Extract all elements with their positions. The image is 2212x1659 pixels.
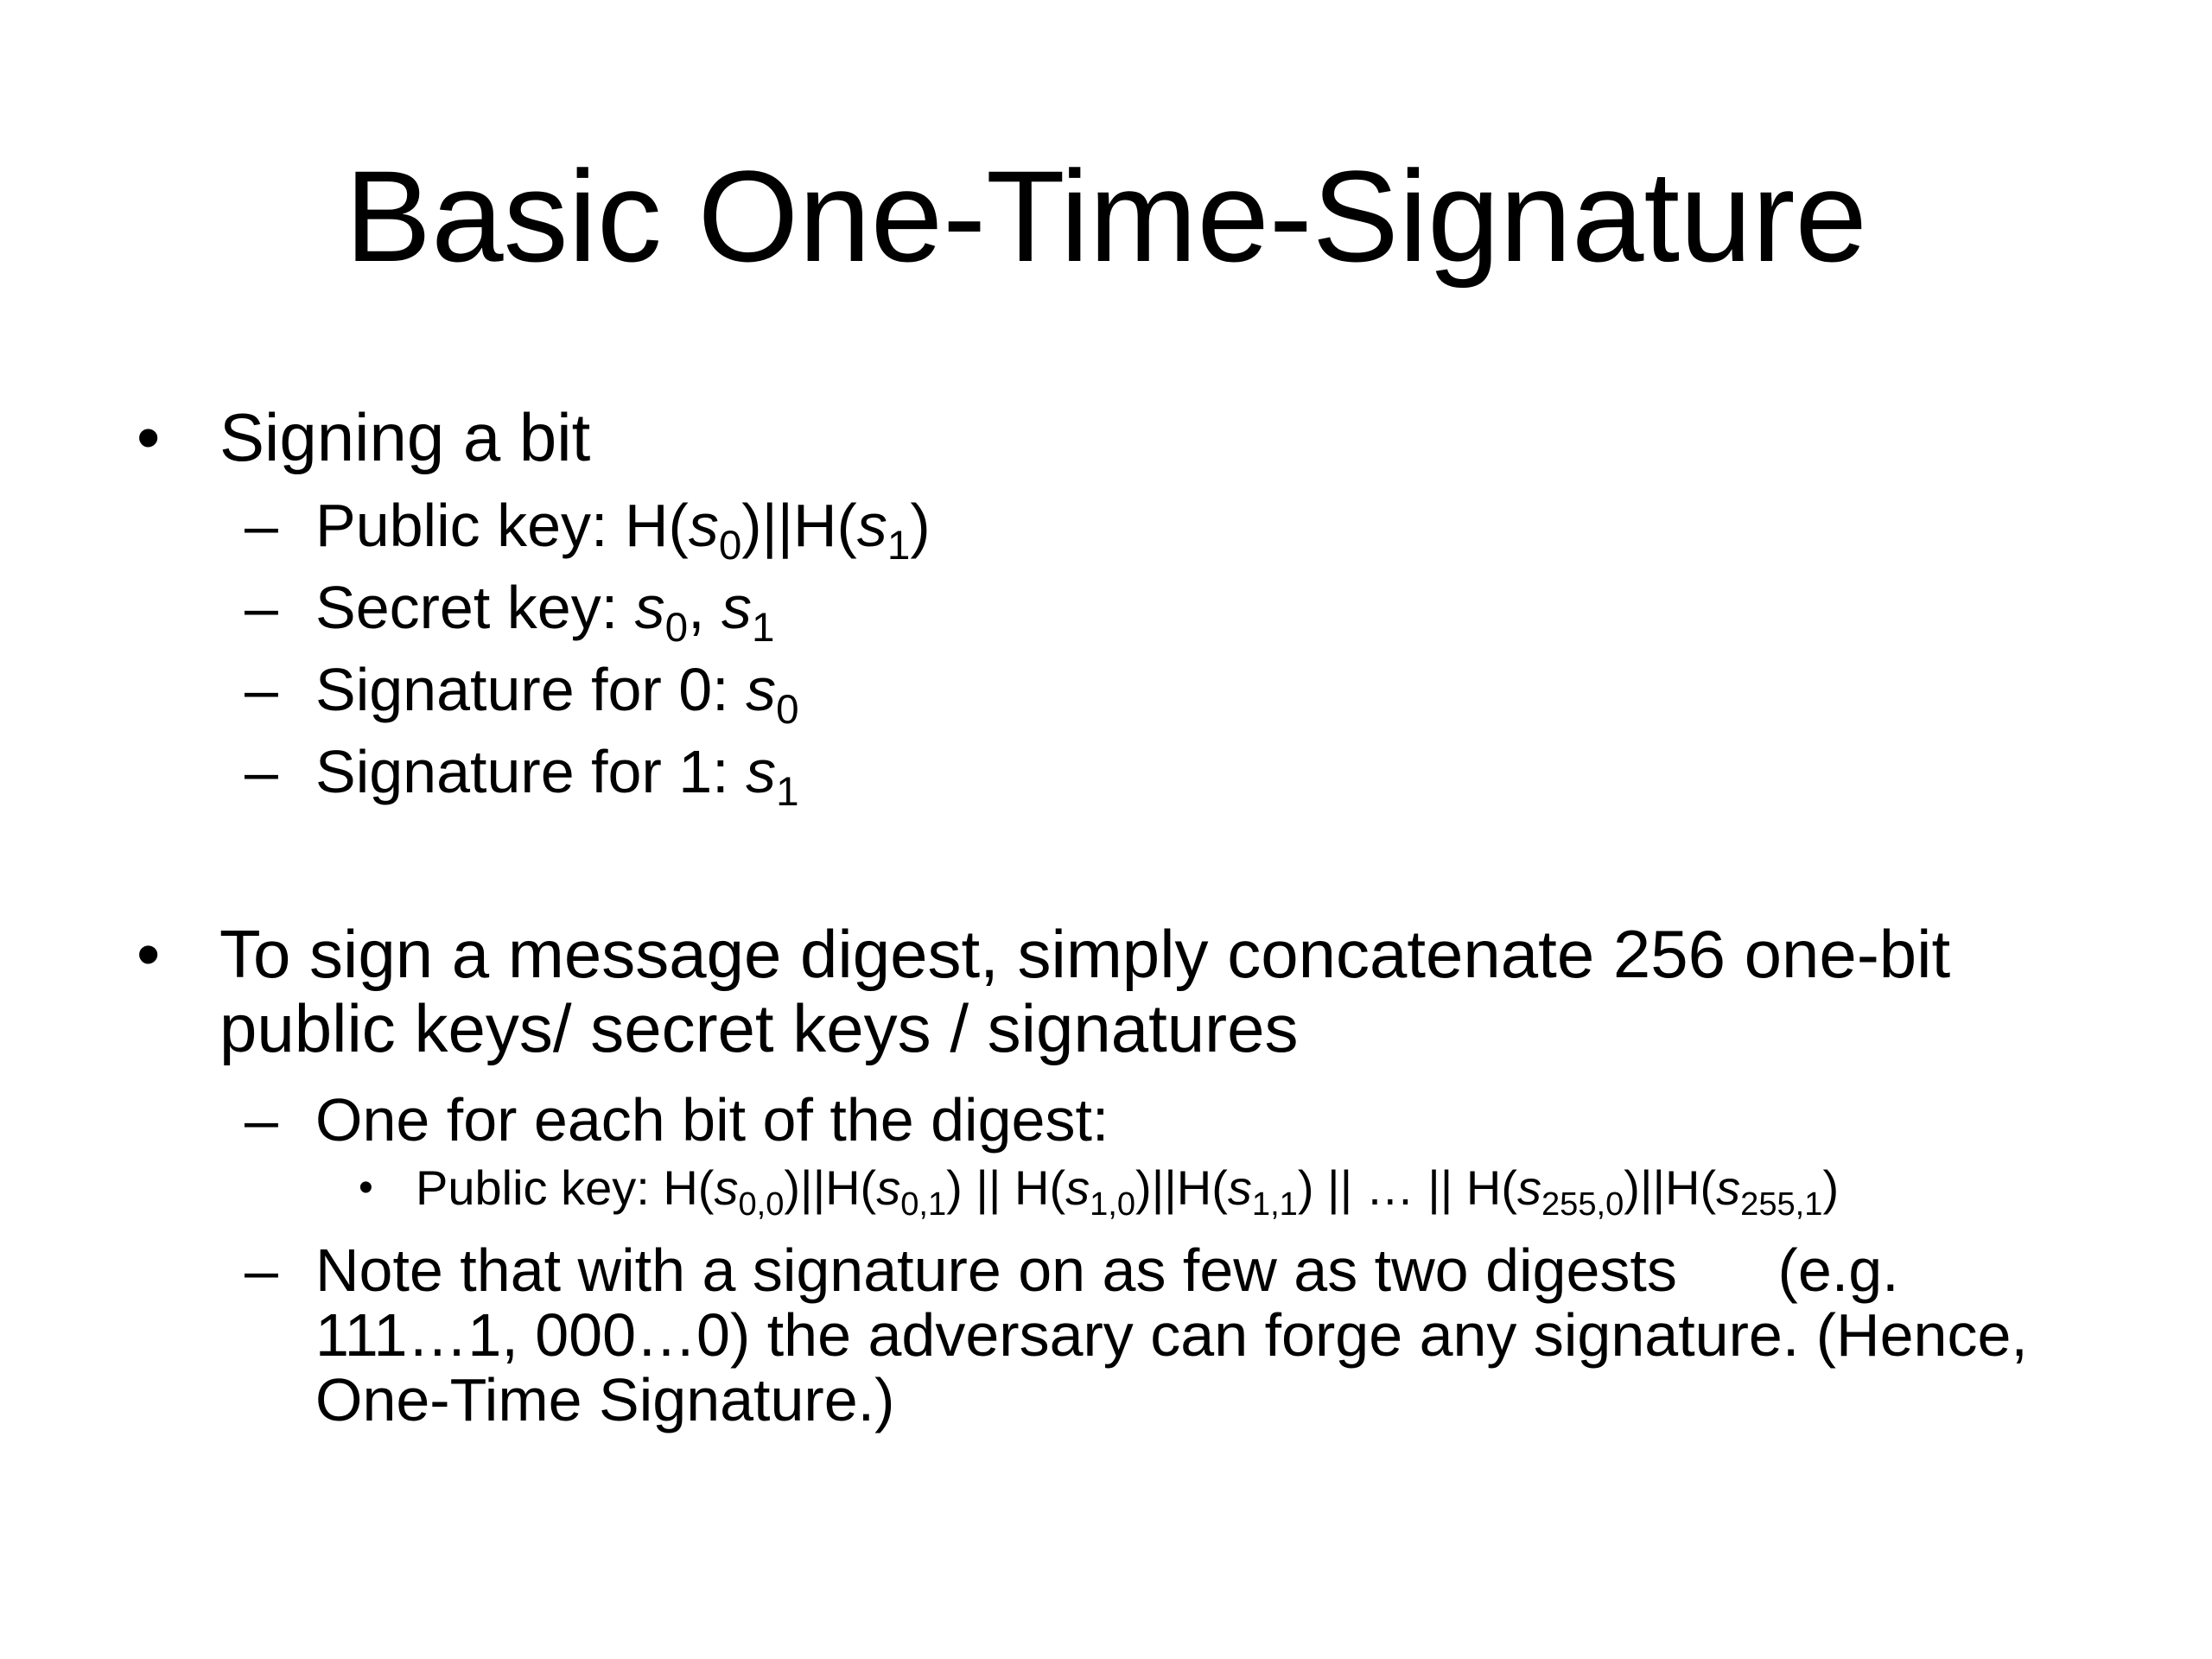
bullet-marker: •: [359, 1165, 373, 1211]
signature-1-formula: $s_1$: [746, 738, 799, 816]
bullet-marker: •: [137, 916, 161, 992]
note-line-3: One-Time Signature.): [315, 1366, 895, 1433]
dash-marker: –: [245, 574, 278, 641]
note-line-1: Note that with a signature on as few as two digests (e.g.: [315, 1236, 1899, 1304]
bullet-text-line-2: public keys/ secret keys / signatures: [219, 990, 1299, 1066]
sub-bullet-text: [315, 738, 799, 816]
note-line-2: 111…1, 000…0) the adversary can forge any signature. (Hence,: [315, 1301, 2028, 1369]
public-key-label: Public key:: [315, 492, 625, 559]
secret-key-label: Secret key:: [315, 574, 635, 641]
dash-marker: –: [245, 1086, 278, 1154]
dash-marker: –: [245, 1236, 278, 1304]
bullet-text-line-1: To sign a message digest, simply concatenate 256 one-bit: [219, 916, 1951, 992]
secret-key-formula: $s_0$, $s_1$: [634, 574, 775, 652]
dash-marker: –: [245, 656, 278, 723]
concat-public-key-label: Public key:: [416, 1160, 664, 1215]
sub-bullet-text: [315, 492, 931, 569]
signature-0-label: Signature for 0:: [315, 656, 747, 723]
concat-public-key-formula: $H(s_{0,0})||H(s_{0,1})$ || $H(s_{1,0})||H(s_{1,1})$ || … || $H(s_{255,0})||H(s_{255,1})$: [663, 1160, 1840, 1224]
public-key-formula: $H(s_0)||H(s_1)$: [624, 492, 931, 569]
sub-bullet-text: [315, 574, 775, 652]
signature-0-formula: $s_0$: [746, 656, 799, 734]
dash-marker: –: [245, 492, 278, 559]
signature-1-label: Signature for 1:: [315, 738, 747, 805]
dash-marker: –: [245, 738, 278, 805]
sub-bullet-text: One for each bit of the digest:: [315, 1086, 1109, 1154]
bullet-text: Signing a bit: [219, 399, 591, 475]
bullet-marker: •: [137, 399, 161, 475]
slide-title: Basic One-Time-Signature: [345, 143, 1867, 289]
sub-sub-bullet-text: [416, 1158, 1840, 1224]
sub-bullet-text: [315, 656, 799, 734]
